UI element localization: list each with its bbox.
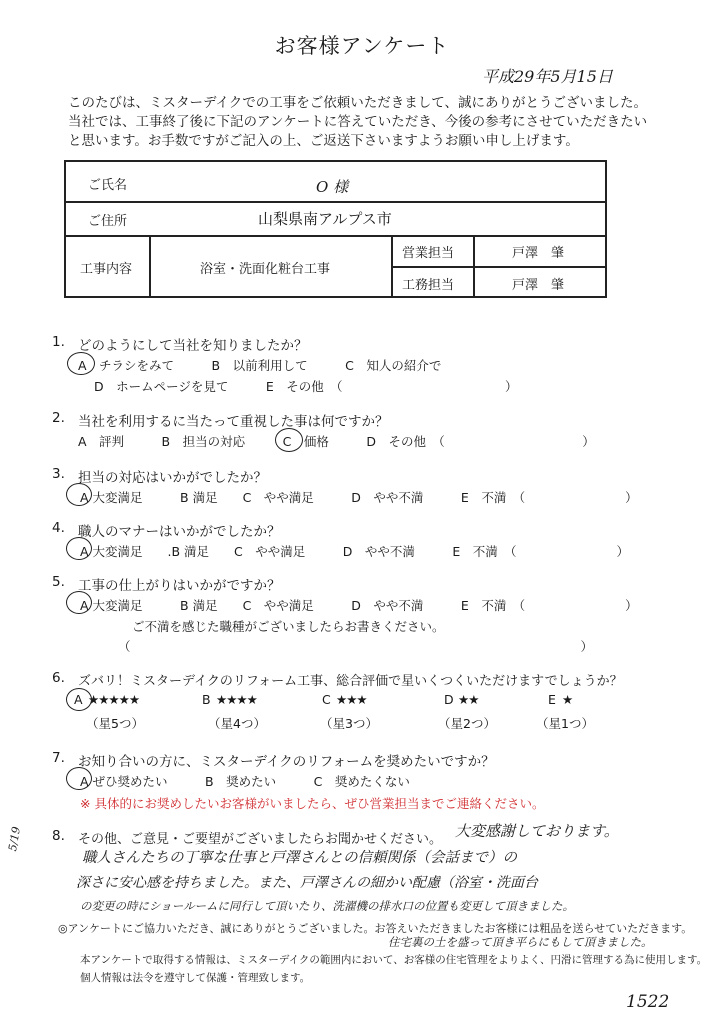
q5-number: 5.	[52, 574, 65, 590]
sales-value: 戸澤 肇	[512, 246, 565, 261]
customer-info-table	[64, 160, 607, 298]
q6-option-e-stars: ★	[562, 692, 574, 707]
footer-privacy-2: 個人情報は法令を遵守して保護・管理致します。	[80, 972, 311, 984]
q1-selected-circle	[67, 352, 95, 375]
name-value: O 様	[316, 178, 349, 196]
q3-text: 担当の対応はいかがでしたか？	[78, 470, 267, 486]
q5-options-row2: ご不満を感じた職種がございましたらお書きください。	[132, 619, 445, 634]
q2-text: 当社を利用するに当たって重視した事は何ですか？	[78, 414, 389, 430]
q6-option-a-letter: A	[74, 692, 83, 707]
q8-handwriting-line3: 深さに安心感を持ちました。また、戸澤さんの細かい配慮（浴室・洗面台	[76, 875, 538, 891]
q1-number: 1.	[52, 334, 65, 350]
intro-line: このたびは、ミスターデイクでの工事をご依頼いただきまして、誠にありがとうございました。	[68, 95, 648, 111]
work-value: 浴室・洗面化粧台工事	[200, 262, 331, 277]
q7-options-row1: A ぜひ奨めたい B 奨めたい C 奨めたくない	[80, 774, 410, 789]
construction-label: 工務担当	[402, 278, 455, 293]
q4-text: 職人のマナーはいかがでしたか？	[78, 524, 281, 540]
q6-option-b-stars: ★★★★	[216, 692, 257, 707]
q5-options-row3: （ ）	[118, 639, 594, 654]
q1-text: どのようにして当社を知りましたか？	[78, 338, 308, 354]
q6-option-c-stars: ★★★	[336, 692, 367, 707]
intro-line: 当社では、工事終了後に下記のアンケートに答えていただき、今後の参考にさせていただきたい	[68, 114, 648, 130]
q6-option-a-label: （星5つ）	[86, 716, 144, 731]
q6-option-c-letter: C	[322, 692, 331, 707]
q6-option-b-letter: B	[202, 692, 211, 707]
q8-handwriting-line2: 職人さんたちの丁寧な仕事と戸澤さんとの信頼関係（会話まで）の	[82, 850, 517, 866]
work-label: 工事内容	[80, 262, 133, 277]
q3-options-row1: A 大変満足 B 満足 C やや満足 D やや不満 E 不満 （ ）	[80, 490, 638, 505]
page-number: 1522	[626, 992, 670, 1012]
q6-option-e-label: （星1つ）	[536, 716, 594, 731]
q6-option-e-letter: E	[548, 692, 556, 707]
q2-number: 2.	[52, 410, 65, 426]
q6-option-b-label: （星4つ）	[208, 716, 266, 731]
name-label: ご氏名	[88, 178, 128, 193]
address-label: ご住所	[88, 214, 128, 229]
q8-text: その他、ご意見・ご要望がございましたらお聞かせください。	[78, 832, 443, 847]
q5-text: 工事の仕上がりはいかがですか？	[78, 578, 281, 594]
q3-number: 3.	[52, 466, 65, 482]
q7-number: 7.	[52, 750, 65, 766]
q3-selected-circle	[66, 483, 92, 506]
construction-value: 戸澤 肇	[512, 278, 565, 293]
q8-handwriting-line5: 住宅裏の土を盛って頂き平らにもして頂きました。	[388, 935, 653, 949]
q7-text: お知り合いの方に、ミスターデイクのリフォームを奨めたいですか？	[78, 754, 495, 770]
q8-number: 8.	[52, 828, 65, 844]
intro-text	[68, 94, 647, 151]
footer-thanks: ◎アンケートにご協力いただき、誠にありがとうございました。お答えいただきましたお客様には粗品を送らせていただきます。	[58, 922, 693, 935]
q1-options-row1: A チラシをみて B 以前利用して C 知人の紹介で	[78, 358, 442, 373]
q7-selected-circle	[66, 767, 92, 790]
page-title: お客様アンケート	[274, 34, 450, 58]
q5-selected-circle	[66, 591, 92, 614]
q8-handwriting-line1: 大変感謝しております。	[455, 822, 619, 840]
intro-line: と思います。お手数ですがご記入の上、ご返送下さいますようお願い申し上げます。	[68, 133, 579, 149]
footer-privacy-1: 本アンケートで取得する情報は、ミスターデイクの範囲内において、お客様の住宅管理をよりよく、円滑に管理する為に使用します。	[80, 954, 708, 966]
survey-date: 平成29年5月15日	[482, 67, 613, 86]
address-value: 山梨県南アルプス市	[258, 210, 392, 228]
q2-selected-circle	[275, 428, 303, 452]
q6-option-c-label: （星3つ）	[320, 716, 378, 731]
q1-options-row2: D ホームページを見て E その他 （ ）	[94, 379, 518, 394]
q6-number: 6.	[52, 670, 65, 686]
q4-selected-circle	[66, 537, 92, 560]
sales-label: 営業担当	[402, 246, 455, 261]
q8-handwriting-line4: の変更の時にショールームに同行して頂いたり、洗濯機の排水口の位置も変更して頂きました。	[80, 899, 575, 913]
q6-selected-circle	[66, 688, 92, 711]
q6-text: ズバリ！ミスターデイクのリフォーム工事、総合評価で星いくつくいただけますでしょうか？	[78, 674, 623, 689]
q2-options-row1: A 評判 B 担当の対応 C 価格 D その他 （ ）	[78, 434, 595, 449]
q6-option-d-stars: ★★	[458, 692, 479, 707]
q4-options-row1: A 大変満足 .B 満足 C やや満足 D やや不満 E 不満 （ ）	[80, 544, 630, 559]
q7-note: ※ 具体的にお奨めしたいお客様がいましたら、ぜひ営業担当までご連絡ください。	[80, 796, 545, 811]
margin-note: 5/19	[6, 825, 24, 853]
q6-option-a-stars: ★★★★★	[88, 692, 140, 707]
q5-options-row1: A 大変満足 B 満足 C やや満足 D やや不満 E 不満 （ ）	[80, 598, 638, 613]
q6-option-d-letter: D	[444, 692, 454, 707]
q4-number: 4.	[52, 520, 65, 536]
q6-option-d-label: （星2つ）	[438, 716, 496, 731]
